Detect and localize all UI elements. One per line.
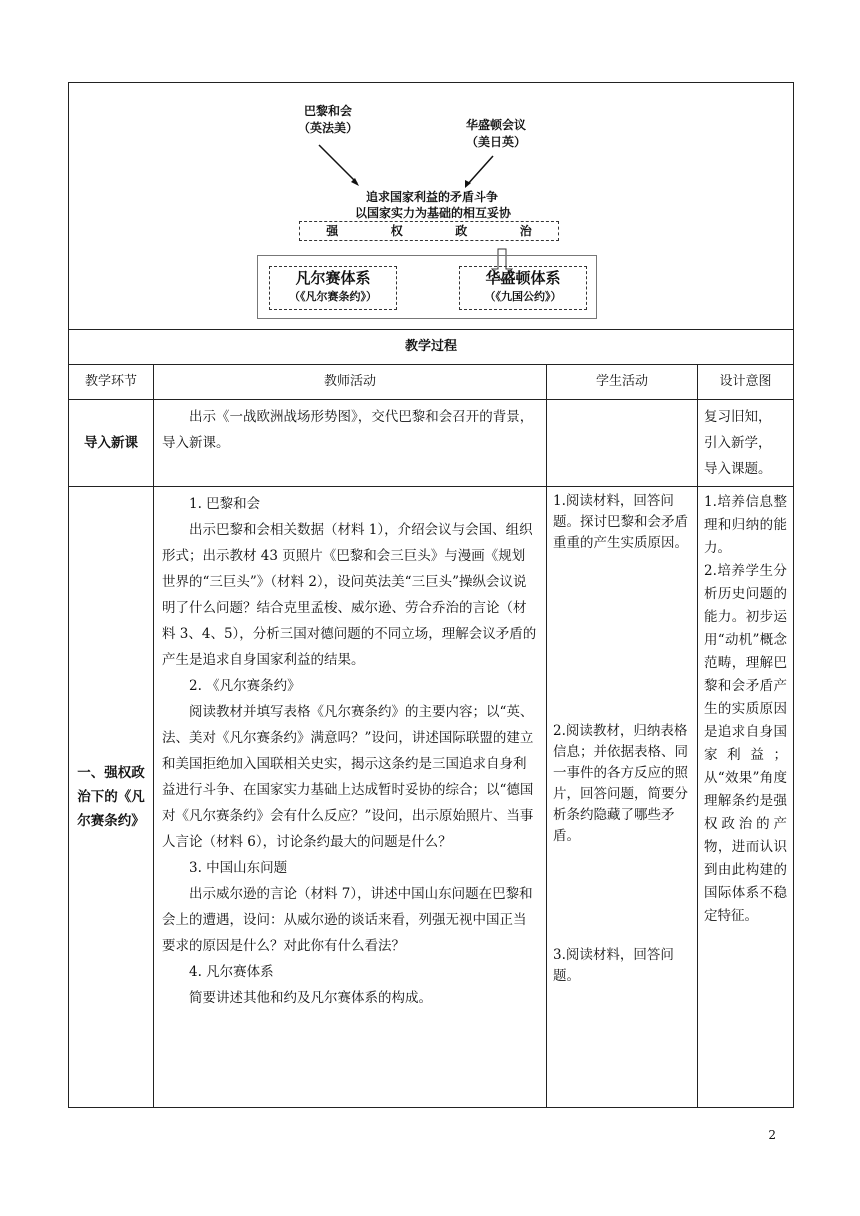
student-text: 1.阅读材料，回答问题。探讨巴黎和会矛盾重重的产生实质原因。 — [553, 493, 688, 551]
page-number: 2 — [768, 1128, 776, 1142]
right-subtitle: （美日英） — [465, 135, 526, 149]
strong-char-4: 治 — [519, 224, 532, 238]
washington-system-sub: （《九国公约》） — [484, 290, 562, 303]
strong-char-1: 强 — [326, 224, 339, 238]
teacher-text: 阅读教材并填写表格《凡尔赛条约》的主要内容；以“英、法、美对《凡尔赛条约》满意吗？”设问，讲述国际联盟的建立和美国拒绝加入国联相关史实，揭示这条约是三国追求自身利益进行斗争、在国家实力基础上达成暂时妥协的综合；以“德国对《凡尔赛条约》会有什么反应？”设问，出示原始照片、当事人言论（材料 6），讨论条约最大的问题是什么？ — [162, 704, 534, 850]
versailles-system-label: 凡尔赛体系 — [295, 269, 371, 287]
diagram-cell — [69, 83, 794, 330]
right-title: 华盛顿会议 — [465, 118, 526, 132]
student-activity-intro — [547, 400, 698, 487]
strong-char-2: 权 — [390, 224, 403, 238]
lesson-table — [68, 82, 794, 1108]
design-text: 2.培养学生分析历史问题的能力。初步运用“动机”概念范畴，理解巴黎和会矛盾产生的实质原因是追求自身国家利益；从“效果”角度理解条约是强权政治的产物，进而认识到由此构建的国际体系不稳定特征。 — [704, 563, 787, 924]
section-versailles: 一、强权政治下的《凡尔赛条约》 — [69, 487, 154, 1108]
table-title: 教学过程 — [69, 330, 794, 365]
strong-politics-box — [299, 221, 559, 241]
teacher-text: 出示《一战欧洲战场形势图》，交代巴黎和会召开的背景，导入新课。 — [162, 409, 534, 451]
teacher-subheading: 2. 《凡尔赛条约》 — [189, 678, 301, 694]
design-intent-main — [698, 487, 794, 1108]
student-activity-main — [547, 487, 698, 1108]
table-row — [69, 487, 794, 1108]
left-title: 巴黎和会 — [303, 104, 352, 118]
left-subtitle: （英法美） — [297, 121, 358, 135]
teacher-text: 简要讲述其他和约及凡尔赛体系的构成。 — [189, 990, 432, 1006]
design-text: 1.培养信息整理和归纳的能力。 — [704, 494, 787, 556]
teacher-subheading: 3. 中国山东问题 — [189, 860, 288, 876]
teacher-activity-intro — [154, 400, 547, 487]
header-row — [69, 365, 794, 400]
center-line-1: 追求国家利益的矛盾斗争 — [365, 190, 498, 204]
header-section: 教学环节 — [69, 365, 154, 400]
design-text: 复习旧知， — [704, 409, 772, 425]
header-design: 设计意图 — [698, 365, 794, 400]
design-text: 导入课题。 — [704, 461, 772, 477]
versailles-system-box — [269, 266, 397, 310]
strong-char-3: 政 — [455, 224, 468, 238]
teacher-text: 出示威尔逊的言论（材料 7），讲述中国山东问题在巴黎和会上的遭遇，设问：从威尔逊的谈话来看，列强无视中国正当要求的原因是什么？对此你有什么看法？ — [162, 886, 533, 954]
concept-diagram — [255, 103, 601, 321]
teacher-activity-main — [154, 487, 547, 1108]
student-text: 3.阅读材料，回答问题。 — [553, 947, 674, 984]
center-line-2: 以国家实力为基础的相互妥协 — [354, 206, 511, 220]
versailles-system-sub: （《凡尔赛条约》） — [289, 290, 377, 303]
washington-system-box — [459, 266, 587, 310]
section-intro: 导入新课 — [69, 400, 154, 487]
washington-system-label: 华盛顿体系 — [485, 269, 561, 287]
teacher-subheading: 4. 凡尔赛体系 — [189, 964, 274, 980]
design-intent-intro — [698, 400, 794, 487]
header-teacher: 教师活动 — [154, 365, 547, 400]
teacher-subheading: 1. 巴黎和会 — [189, 496, 261, 512]
design-text: 引入新学， — [704, 435, 772, 451]
header-student: 学生活动 — [547, 365, 698, 400]
teacher-text: 出示巴黎和会相关数据（材料 1），介绍会议与会国、组织形式；出示教材 43 页照片《巴黎和会三巨头》与漫画《规划世界的“三巨头”》（材料 2），设问英法美“三巨头”操纵会议说明了什么问题？结合克里孟梭、威尔逊、劳合乔治的言论（材料 3、4、5），分析三国对德问题的不同立场，理解会议矛盾的产生是追求自身国家利益的结果。 — [162, 522, 537, 668]
table-row — [69, 400, 794, 487]
student-text: 2.阅读教材，归纳表格信息；并依据表格、同一事件的各方反应的照片，回答问题，简要分析条约隐藏了哪些矛盾。 — [553, 723, 688, 844]
